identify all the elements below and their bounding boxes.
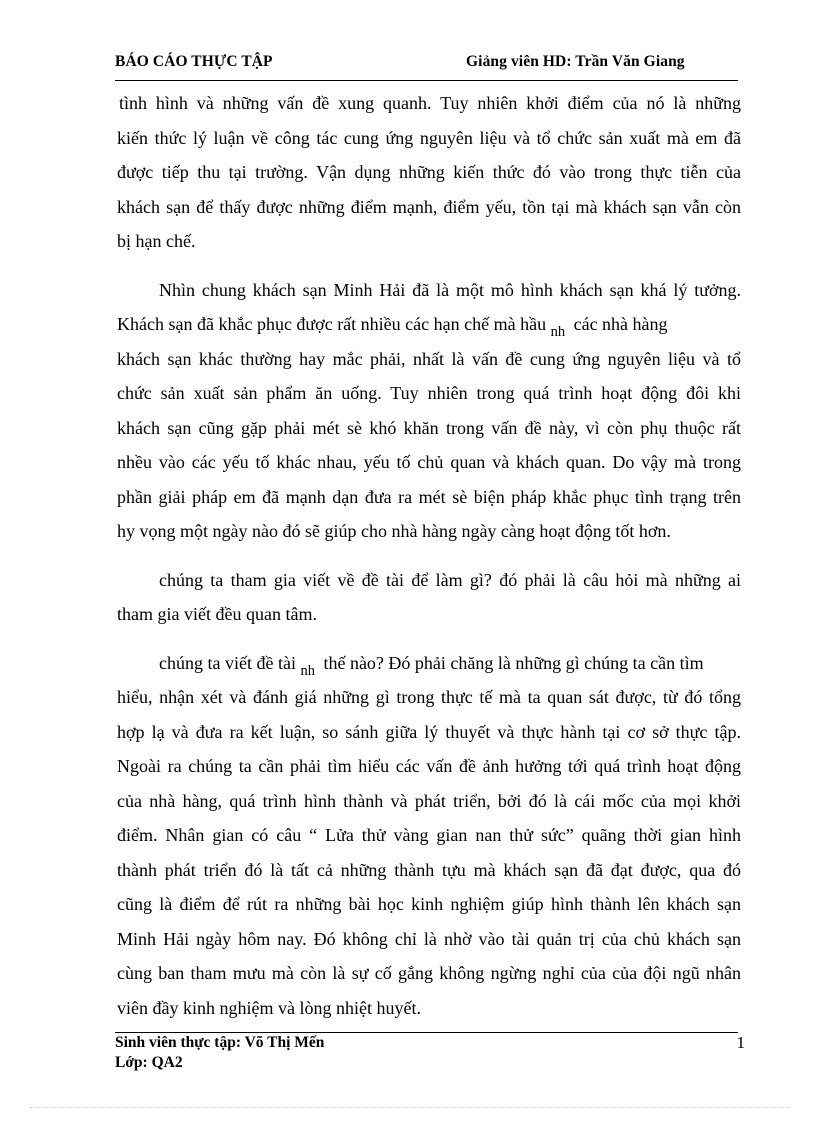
body-line: bị hạn chế. <box>117 231 196 251</box>
body-line: thành phát triển đó là tất cả những thành tựu mà khách sạn đã đạt được, qua đó <box>117 859 741 880</box>
body-line: viên đầy kinh nghiệm và lòng nhiệt huyết. <box>117 997 421 1018</box>
body-line-segment: Khách sạn đã khắc phục được rất nhiều các hạn chế mà hầu <box>117 314 547 334</box>
body-line: hiểu, nhận xét và đánh giá những gì trong thực tế mà ta quan sát được, từ đó tổng <box>117 687 741 707</box>
body-line: khách sạn để thấy được những điểm mạnh, điểm yếu, tồn tại mà khách sạn vẫn còn <box>117 196 741 217</box>
body-line <box>117 646 741 681</box>
page-header <box>115 50 738 81</box>
body-line: chức sản xuất sản phẩm ăn uống. Tuy nhiên trong quá trình hoạt động đôi khi <box>117 383 741 403</box>
body-line: điểm. Nhân gian có câu “ Lửa thử vàng gian nan thử sức” quãng thời gian hình <box>117 825 741 845</box>
body-line-segment: thế nào? Đó phải chăng là những gì chúng ta cần tìm <box>323 652 704 673</box>
class-label: Lớp: QA2 <box>115 1054 183 1071</box>
body-line: tình hình và những vấn đề xung quanh. Tuy nhiên khởi điểm của nó là những <box>119 93 741 113</box>
body-line: hy vọng một ngày nào đó sẽ giúp cho nhà hàng ngày càng hoạt động tốt hơn. <box>117 521 671 541</box>
body-line: của nhà hàng, quá trình hình thành và phát triển, bởi đó là cái mốc của mọi khởi <box>117 790 741 811</box>
body-line-segment: chúng ta viết đề tài <box>159 652 296 673</box>
body-line-segment: các nhà hàng <box>573 314 668 334</box>
page-footer <box>115 1033 745 1073</box>
body-line: Nhìn chung khách sạn Minh Hải đã là một mô hình khách sạn khá lý tưởng. <box>159 279 741 300</box>
report-title: BÁO CÁO THỰC TẬP <box>115 53 273 70</box>
body-line <box>117 307 741 342</box>
body-line: nhều vào các yếu tố khác nhau, yếu tố chủ quan và khách quan. Do vậy mà trong <box>117 452 741 472</box>
page-edge-divider <box>30 1107 790 1108</box>
body-line: cùng ban tham mưu mà còn là sự cố gắng không ngừng nghỉ của của đội ngũ nhân <box>117 963 741 983</box>
body-line: tham gia viết đều quan tâm. <box>117 604 317 624</box>
stray-fragment: nh <box>300 662 315 679</box>
body-line: kiến thức lý luận về công tác cung ứng nguyên liệu và tổ chức sản xuất mà em đã <box>117 127 741 148</box>
page-number: 1 <box>736 1033 745 1052</box>
body-line: được tiếp thu tại trường. Vận dụng những kiến thức đó vào trong thực tiễn của <box>117 162 741 182</box>
body-line: Ngoài ra chúng ta cần phải tìm hiểu các vấn đề ảnh hưởng tới quá trình hoạt động <box>117 756 741 776</box>
stray-fragment: nh <box>550 324 566 340</box>
body-line: Minh Hải ngày hôm nay. Đó không chỉ là nhờ vào tài quản trị của chủ khách sạn <box>117 928 741 949</box>
body-line: phần giải pháp em đã mạnh dạn đưa ra mét sè biện pháp khắc phục tình trạng trên <box>117 486 741 507</box>
document-body <box>117 86 741 1025</box>
body-line: khách sạn cũng gặp phải mét sè khó khăn trong vấn đề này, vì còn phụ thuộc rất <box>117 417 741 438</box>
body-line: cũng là điểm để rút ra những bài học kinh nghiệm giúp hình thành lên khách sạn <box>117 894 741 914</box>
supervisor-label: Giảng viên HD: Trần Văn Giang <box>466 53 685 70</box>
body-line: khách sạn khác thường hay mắc phải, nhất là vấn đề cung ứng nguyên liệu và tổ <box>117 348 741 369</box>
student-name: Sinh viên thực tập: Võ Thị Mến <box>115 1034 325 1051</box>
body-line: chúng ta tham gia viết về đề tài để làm gì? đó phải là câu hỏi mà những ai <box>159 569 741 590</box>
body-line: hợp lạ và đưa ra kết luận, so sánh giữa lý thuyết và thực hành tại cơ sở thực tập. <box>117 721 741 742</box>
